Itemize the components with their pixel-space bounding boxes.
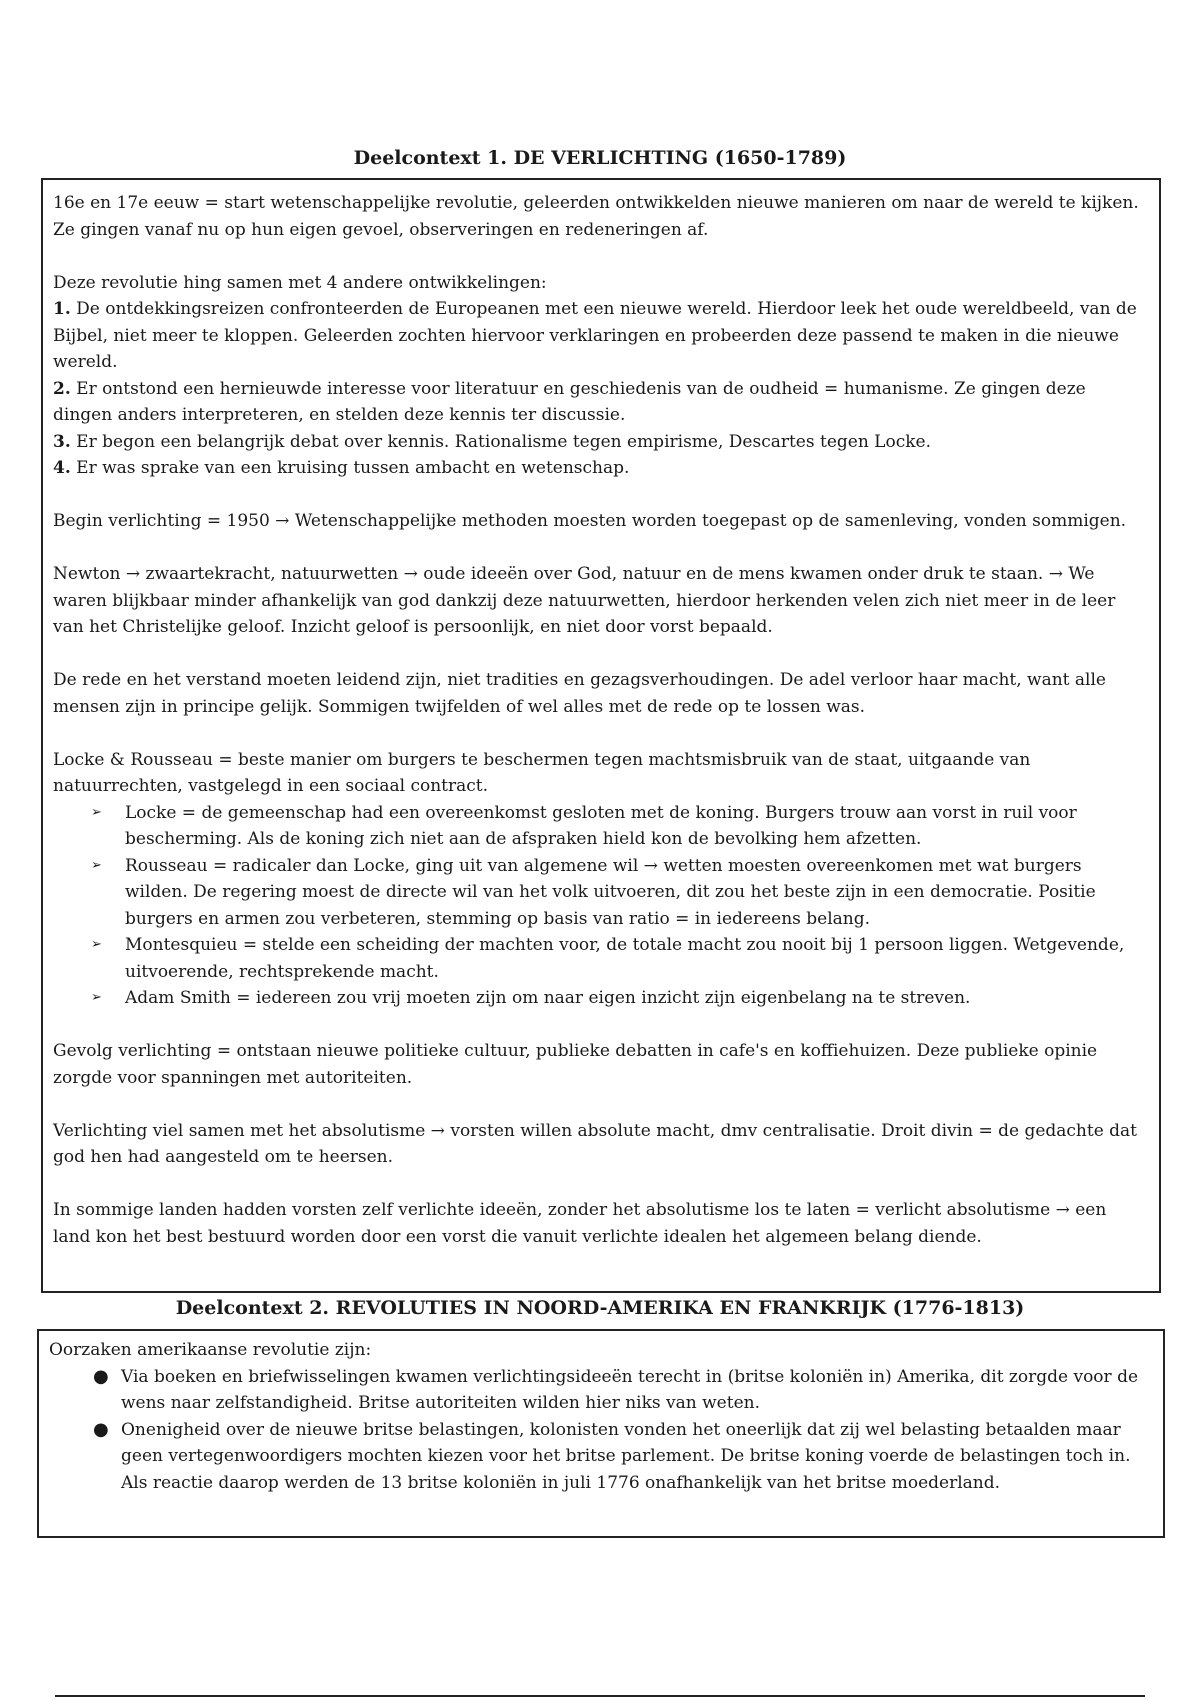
list-item — [53, 800, 1149, 853]
section-1-box — [41, 178, 1161, 1293]
development-number: 4. — [53, 458, 71, 478]
rede-paragraph: De rede en het verstand moeten leidend zijn, niet tradities en gezagsverhoudingen. De adel verloor haar macht, want alle mensen zijn in principe gelijk. Sommigen twijfelden of wel alles met de rede op te lossen was. — [53, 670, 1106, 717]
locke-rousseau-paragraph: Locke & Rousseau = beste manier om burgers te beschermen tegen machtsmisbruik van de staat, uitgaande van natuurrechten, vastgelegd in een sociaal contract. — [53, 749, 1031, 796]
list-item-text: Onenigheid over de nieuwe britse belastingen, kolonisten vonden het oneerlijk dat zij wel belasting betaalden maar geen vertegenwoordigers mochten kiezen voor het britse parlement. De britse koning voerde de belastingen toch in. Als reactie daarop werden de 13 britse koloniën in juli 1776 onafhankelijk van het britse moederland. — [121, 1419, 1131, 1493]
newton-paragraph: Newton → zwaartekracht, natuurwetten → oude ideeën over God, natuur en de mens kwamen onder druk te staan. → We waren blijkbaar minder afhankelijk van god dankzij deze natuurwetten, hierdoor herkenden velen zich niet meer in de leer van het Christelijke geloof. Inzicht geloof is persoonlijk, en niet door vorst bepaald. — [53, 564, 1116, 637]
causes-list — [49, 1364, 1153, 1497]
development-item — [53, 429, 1149, 456]
arrow-bullet-icon: ➢ — [91, 804, 102, 820]
development-text: De ontdekkingsreizen confronteerden de Europeanen met een nieuwe wereld. Hierdoor leek het oude wereldbeeld, van de Bijbel, niet meer te kloppen. Geleerden zochten hiervoor verklaringen en probeerden deze passend te maken in die nieuwe wereld. — [53, 299, 1137, 372]
arrow-bullet-icon: ➢ — [91, 937, 102, 952]
section-2-box — [37, 1329, 1165, 1538]
list-item-text: Adam Smith = iedereen zou vrij moeten zijn om naar eigen inzicht zijn eigenbelang na te streven. — [125, 988, 971, 1008]
list-item — [53, 853, 1149, 933]
list-item-text: Montesquieu = stelde een scheiding der machten voor, de totale macht zou nooit bij 1 persoon liggen. Wetgevende, uitvoerende, rechtsprekende macht. — [125, 935, 1125, 982]
development-item — [53, 376, 1149, 429]
list-item — [49, 1417, 1153, 1497]
footer-divider — [55, 1695, 1145, 1697]
gevolg-paragraph: Gevolg verlichting = ontstaan nieuwe politieke cultuur, publieke debatten in cafe's en koffiehuizen. Deze publieke opinie zorgde voor spanningen met autoriteiten. — [53, 1041, 1098, 1088]
list-item-text: Locke = de gemeenschap had een overeenkomst gesloten met de koning. Burgers trouw aan vorst in ruil voor bescherming. Als de koning zich niet aan de afspraken hield kon de bevolking hem afzetten. — [125, 802, 1077, 849]
intro-paragraph: 16e en 17e eeuw = start wetenschappelijke revolutie, geleerden ontwikkelden nieuwe manieren om naar de wereld te kijken. Ze gingen vanaf nu op hun eigen gevoel, observeringen en redeneringen af. — [53, 193, 1139, 240]
absolutisme-paragraph: Verlichting viel samen met het absolutisme → vorsten willen absolute macht, dmv centralisatie. Droit divin = de gedachte dat god hen had aangesteld om te heersen. — [53, 1120, 1138, 1167]
dot-bullet-icon: ● — [93, 1365, 109, 1387]
development-item — [53, 296, 1149, 376]
thinkers-list — [53, 800, 1149, 1012]
arrow-bullet-icon: ➢ — [91, 857, 102, 873]
begin-paragraph: Begin verlichting = 1950 → Wetenschappelijke methoden moesten worden toegepast op de samenleving, vonden sommigen. — [53, 511, 1127, 531]
development-text: Er was sprake van een kruising tussen ambacht en wetenschap. — [70, 458, 630, 478]
verlicht-absolutisme-paragraph: In sommige landen hadden vorsten zelf verlichte ideeën, zonder het absolutisme los te laten = verlicht absolutisme → een land kon het best bestuurd worden door een vorst die vanuit verlichte idealen het algemeen belang diende. — [53, 1200, 1107, 1247]
causes-intro: Oorzaken amerikaanse revolutie zijn: — [49, 1340, 372, 1360]
development-number: 2. — [53, 378, 71, 399]
development-item — [53, 455, 1149, 482]
arrow-bullet-icon: ➢ — [91, 990, 102, 1005]
section-2-title: Deelcontext 2. REVOLUTIES IN NOORD-AMERIKA EN FRANKRIJK (1776-1813) — [175, 1297, 1025, 1319]
dot-bullet-icon: ● — [93, 1418, 109, 1440]
list-item — [53, 932, 1149, 985]
list-item — [49, 1364, 1153, 1417]
development-number: 1. — [53, 299, 71, 319]
development-text: Er begon een belangrijk debat over kennis. Rationalisme tegen empirisme, Descartes tegen Locke. — [70, 431, 931, 452]
developments-intro: Deze revolutie hing samen met 4 andere ontwikkelingen: — [53, 272, 547, 293]
section-1-title: Deelcontext 1. DE VERLICHTING (1650-1789) — [353, 147, 847, 169]
development-text: Er ontstond een hernieuwde interesse voor literatuur en geschiedenis van de oudheid = humanisme. Ze gingen deze dingen anders interpreteren, en stelden deze kennis ter discussie. — [53, 378, 1086, 425]
list-item — [53, 985, 1149, 1012]
list-item-text: Rousseau = radicaler dan Locke, ging uit van algemene wil → wetten moesten overeenkomen met wat burgers wilden. De regering moest de directe wil van het volk uitvoeren, dit zou het beste zijn in een democratie. Positie burgers en armen zou verbeteren, stemming op basis van ratio = in iedereens belang. — [125, 855, 1096, 929]
development-number: 3. — [53, 431, 71, 452]
list-item-text: Via boeken en briefwisselingen kwamen verlichtingsideeën terecht in (britse koloniën in) Amerika, dit zorgde voor de wens naar zelfstandigheid. Britse autoriteiten wilden hier niks van weten. — [121, 1366, 1139, 1413]
